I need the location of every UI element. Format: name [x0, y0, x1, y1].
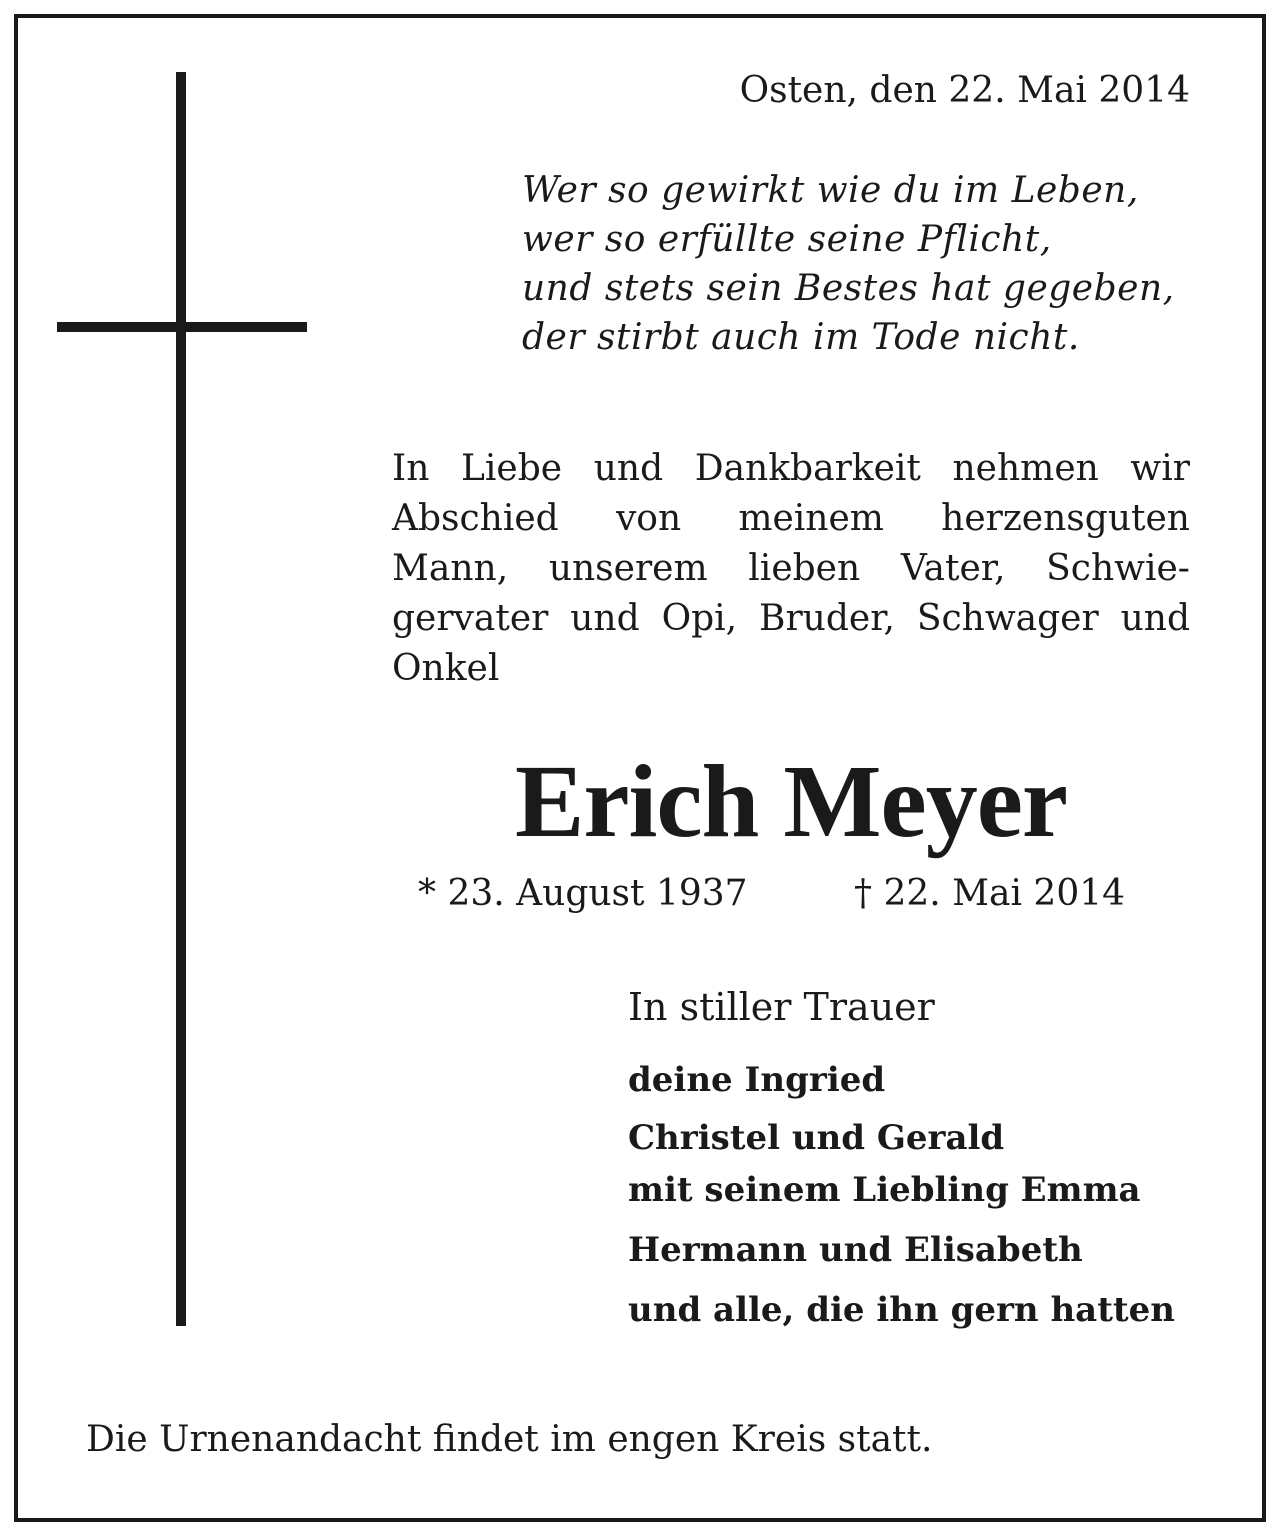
intro-word: Vater, [900, 548, 1006, 589]
intro-line [392, 544, 1190, 594]
mourner-line: mit seinem Liebling Emma [628, 1170, 1141, 1210]
intro-word: nehmen [952, 448, 1099, 489]
mourner-line: Christel und Gerald [628, 1118, 1005, 1158]
mourner-line: Hermann und Elisabeth [628, 1230, 1083, 1270]
intro-word: Liebe [461, 448, 563, 489]
death-date: † 22. Mai 2014 [854, 873, 1126, 914]
intro-line [392, 494, 1190, 544]
poem-line: wer so erfüllte seine Pflicht, [522, 219, 1052, 260]
cross-horizontal-bar [57, 322, 307, 332]
poem [522, 166, 1175, 362]
poem-line: der stirbt auch im Tode nicht. [522, 317, 1080, 358]
intro-word: Abschied [392, 498, 559, 539]
intro-word: meinem [738, 498, 884, 539]
intro-word: Opi, [661, 598, 738, 639]
intro-word: und [593, 448, 664, 489]
intro-word: herzensguten [941, 498, 1190, 539]
intro-word: wir [1130, 448, 1190, 489]
mourner-line: und alle, die ihn gern hatten [628, 1290, 1175, 1330]
intro-word: unserem [548, 548, 708, 589]
poem-line: Wer so gewirkt wie du im Leben, [522, 170, 1139, 211]
deceased-name: Erich Meyer [514, 744, 1068, 859]
intro-word: Dankbarkeit [694, 448, 921, 489]
mourning-heading: In stiller Trauer [628, 985, 935, 1029]
intro-word: gervater [392, 598, 549, 639]
birth-date: * 23. August 1937 [418, 873, 748, 914]
footer-note: Die Urnenandacht findet im engen Kreis statt. [86, 1419, 933, 1460]
intro-paragraph [392, 444, 1190, 694]
intro-line [392, 644, 1190, 694]
intro-word: Schwie- [1046, 548, 1190, 589]
intro-word: Mann, [392, 548, 509, 589]
intro-word: lieben [748, 548, 861, 589]
mourner-line: deine Ingried [628, 1060, 886, 1100]
intro-word: In [392, 448, 430, 489]
intro-line [392, 444, 1190, 494]
intro-word: und [1120, 598, 1190, 639]
poem-line: und stets sein Bestes hat gegeben, [522, 268, 1175, 309]
cross-vertical-bar [176, 72, 186, 1326]
place-date: Osten, den 22. Mai 2014 [739, 70, 1190, 111]
intro-line [392, 594, 1190, 644]
intro-word: Bruder, [759, 598, 895, 639]
intro-word: und [570, 598, 640, 639]
intro-word: Schwager [916, 598, 1099, 639]
intro-word: von [615, 498, 682, 539]
intro-word: Onkel [392, 648, 500, 689]
